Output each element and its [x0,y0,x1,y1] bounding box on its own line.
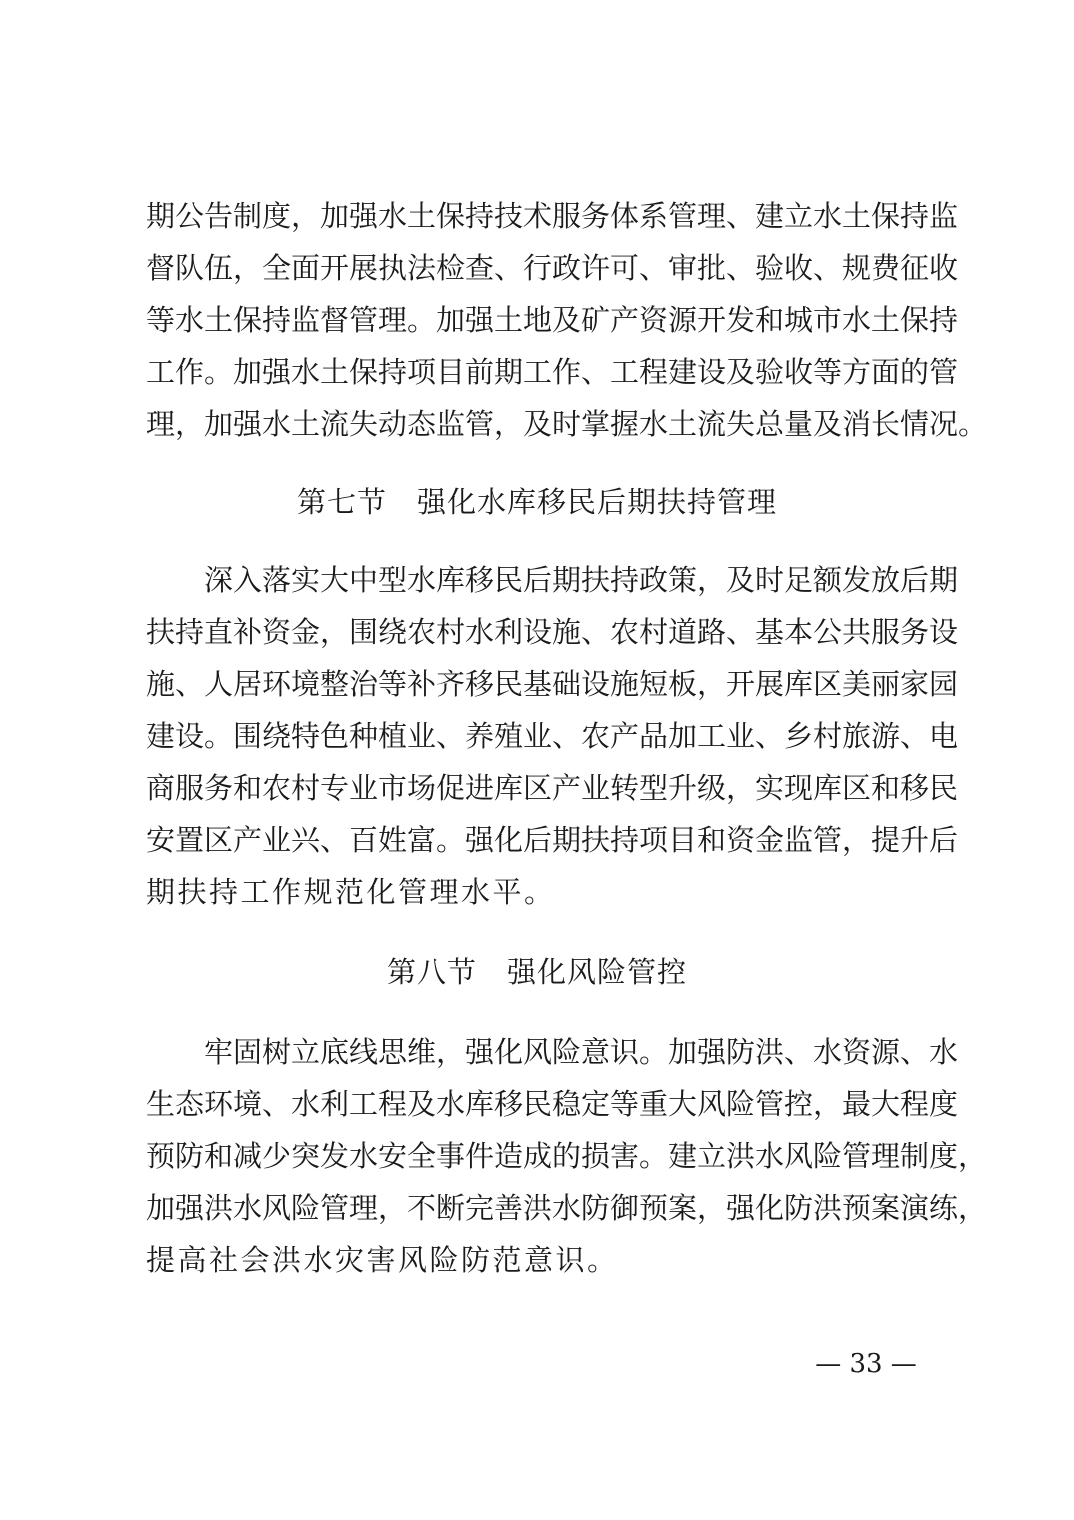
paragraph-2-line-5: 商服务和农村专业市场促进库区产业转型升级，实现库区和移民 [146,771,959,805]
paragraph-3-line-2: 生态环境、水利工程及水库移民稳定等重大风险管控，最大程度 [146,1087,959,1121]
paragraph-1-line-3: 等水土保持监督管理。加强土地及矿产资源开发和城市水土保持 [146,303,959,337]
paragraph-1-line-5: 理，加强水土流失动态监管，及时掌握水土流失总量及消长情况。 [146,407,988,441]
section-heading-8: 第八节 强化风险管控 [386,955,687,989]
paragraph-2-line-2: 扶持直补资金，围绕农村水利设施、农村道路、基本公共服务设 [146,615,959,649]
paragraph-2-line-7: 期扶持工作规范化管理水平。 [146,875,556,909]
paragraph-2-line-1: 深入落实大中型水库移民后期扶持政策，及时足额发放后期 [146,563,959,597]
section-heading-7: 第七节 强化水库移民后期扶持管理 [296,485,777,519]
paragraph-2-line-6: 安置区产业兴、百姓富。强化后期扶持项目和资金监管，提升后 [146,823,959,857]
paragraph-1-line-1: 期公告制度，加强水土保持技术服务体系管理、建立水土保持监 [146,199,959,233]
paragraph-2-line-3: 施、人居环境整治等补齐移民基础设施短板，开展库区美丽家园 [146,667,959,701]
paragraph-3-line-4: 加强洪水风险管理，不断完善洪水防御预案，强化防洪预案演练， [146,1191,988,1225]
paragraph-3-line-1: 牢固树立底线思维，强化风险意识。加强防洪、水资源、水 [146,1035,959,1069]
page-number: — 33 — [815,1349,917,1379]
paragraph-3-line-5: 提高社会洪水灾害风险防范意识。 [146,1243,619,1277]
paragraph-1-line-4: 工作。加强水土保持项目前期工作、工程建设及验收等方面的管 [146,355,959,389]
paragraph-2-line-4: 建设。围绕特色种植业、养殖业、农产品加工业、乡村旅游、电 [146,719,959,753]
paragraph-3-line-3: 预防和减少突发水安全事件造成的损害。建立洪水风险管理制度， [146,1139,988,1173]
paragraph-1-line-2: 督队伍，全面开展执法检查、行政许可、审批、验收、规费征收 [146,251,959,285]
